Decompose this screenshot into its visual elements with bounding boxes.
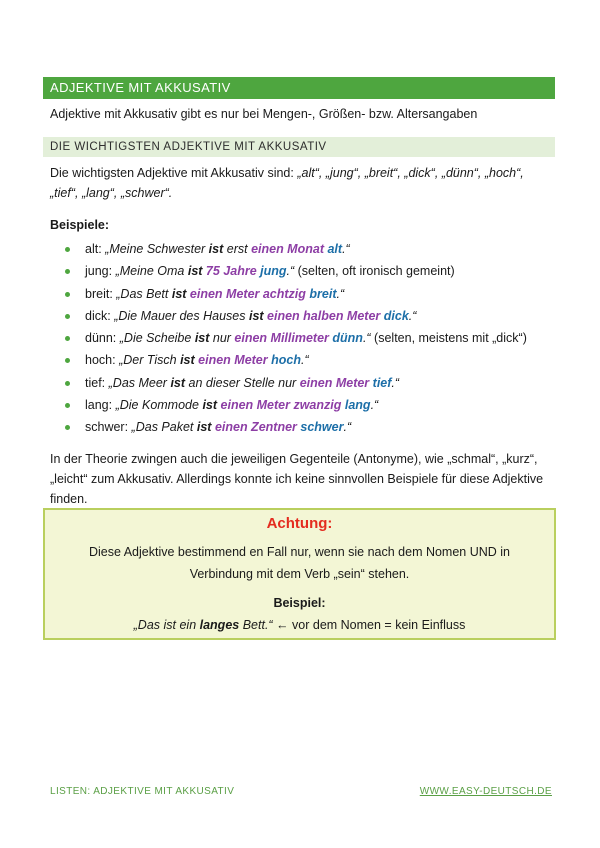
example-sentence-middle: nur bbox=[209, 331, 235, 346]
bullet-icon bbox=[65, 269, 70, 274]
notice-example-part-c: Bett.“ bbox=[239, 618, 273, 632]
example-adjective: dick bbox=[383, 308, 409, 323]
intro-text: Adjektive mit Akkusativ gibt es nur bei Mengen-, Größen- bzw. Altersangaben bbox=[50, 107, 478, 121]
example-note: (selten, oft ironisch gemeint) bbox=[294, 264, 455, 279]
notice-example-adjective: langes bbox=[199, 618, 240, 632]
example-item bbox=[62, 260, 550, 282]
bullet-icon bbox=[65, 292, 70, 297]
bullet-icon bbox=[65, 336, 70, 341]
example-adjective: breit bbox=[309, 286, 337, 301]
example-keyword: breit: bbox=[85, 286, 117, 301]
example-sentence-start: „Der Tisch bbox=[119, 353, 181, 368]
example-adjective: jung bbox=[260, 264, 287, 279]
notice-title: Achtung: bbox=[266, 515, 333, 532]
adjectives-intro: Die wichtigsten Adjektive mit Akkusativ sind: bbox=[50, 166, 298, 180]
example-keyword: schwer: bbox=[85, 420, 132, 435]
example-item bbox=[62, 349, 550, 371]
example-item bbox=[62, 394, 550, 416]
example-sentence-start: „Meine Oma bbox=[115, 264, 188, 279]
example-adjective: alt bbox=[327, 242, 343, 256]
example-adjective: tief bbox=[372, 375, 392, 390]
bullet-icon bbox=[65, 247, 70, 252]
example-measure: einen Meter bbox=[299, 375, 370, 390]
example-keyword: hoch: bbox=[85, 353, 120, 368]
theory-paragraph: In der Theorie zwingen auch die jeweiligen Gegenteile (Antonyme), wie „schmal“, „kurz“, „leicht“ zum Akkusativ. Allerdings konnte ich keine sinnvollen Beispiele für diese Adjektive finden. bbox=[50, 452, 544, 506]
example-adjective: lang bbox=[344, 398, 371, 413]
example-verb: ist bbox=[208, 242, 224, 256]
examples-list bbox=[62, 238, 550, 439]
example-sentence-end: .“ bbox=[391, 375, 400, 390]
bullet-icon bbox=[65, 314, 70, 319]
bullet-icon bbox=[65, 403, 70, 408]
example-sentence-middle: erst bbox=[223, 242, 252, 256]
example-sentence-middle: an dieser Stelle nur bbox=[185, 375, 300, 390]
example-item bbox=[62, 305, 550, 327]
example-adjective: dünn bbox=[332, 331, 363, 346]
example-measure: einen Meter zwanzig bbox=[220, 398, 342, 413]
example-keyword: dünn: bbox=[85, 331, 120, 346]
example-measure: einen Meter bbox=[198, 353, 268, 368]
adjectives-list: „alt“, „jung“, „breit“, „dick“, „dünn“, „hoch“, „tief“, „lang“, „schwer“. bbox=[50, 166, 524, 200]
example-sentence-end: .“ bbox=[370, 398, 379, 413]
example-measure: einen Millimeter bbox=[234, 331, 329, 346]
example-sentence-end: .“ bbox=[286, 264, 295, 279]
example-verb: ist bbox=[180, 353, 195, 368]
notice-example-comment: ← vor dem Nomen = kein Einfluss bbox=[272, 618, 466, 632]
bullet-icon bbox=[65, 425, 70, 430]
example-note: (selten, meistens mit „dick“) bbox=[370, 331, 527, 346]
example-item bbox=[62, 416, 550, 438]
example-sentence-end: .“ bbox=[336, 286, 345, 301]
example-verb: ist bbox=[194, 331, 210, 346]
example-keyword: jung: bbox=[85, 264, 116, 279]
notice-example bbox=[45, 618, 554, 632]
example-verb: ist bbox=[170, 375, 186, 390]
example-measure: einen Zentner bbox=[214, 420, 297, 435]
example-keyword: dick: bbox=[85, 308, 115, 323]
section-title: DIE WICHTIGSTEN ADJEKTIVE MIT AKKUSATIV bbox=[43, 137, 555, 157]
notice-box bbox=[43, 508, 556, 640]
example-keyword: lang: bbox=[85, 398, 116, 413]
adjectives-paragraph bbox=[50, 163, 550, 203]
example-verb: ist bbox=[202, 398, 218, 413]
example-item bbox=[62, 327, 550, 349]
example-item bbox=[62, 372, 550, 394]
example-sentence-start: „Das Meer bbox=[108, 375, 171, 390]
bullet-icon bbox=[65, 381, 70, 386]
example-sentence-end: .“ bbox=[362, 331, 371, 346]
example-sentence-start: „Die Kommode bbox=[115, 398, 203, 413]
example-verb: ist bbox=[187, 264, 203, 279]
example-measure: einen Monat bbox=[251, 242, 324, 256]
example-keyword: alt: bbox=[85, 242, 106, 256]
example-verb: ist bbox=[196, 420, 212, 435]
notice-line-1: Diese Adjektive bestimmend en Fall nur, wenn sie nach dem Nomen UND in bbox=[88, 545, 511, 559]
example-sentence-start: „Das Paket bbox=[131, 420, 197, 435]
example-adjective: schwer bbox=[300, 420, 344, 435]
notice-example-label: Beispiel: bbox=[273, 596, 326, 610]
example-sentence-start: „Die Mauer des Hauses bbox=[114, 308, 249, 323]
examples-label: Beispiele: bbox=[50, 218, 110, 232]
example-verb: ist bbox=[248, 308, 264, 323]
example-sentence-end: .“ bbox=[408, 308, 417, 323]
footer-website-link[interactable]: WWW.EASY-DEUTSCH.DE bbox=[419, 786, 552, 797]
page-title: ADJEKTIVE MIT AKKUSATIV bbox=[43, 77, 555, 99]
example-measure: einen halben Meter bbox=[267, 308, 381, 323]
bullet-icon bbox=[65, 358, 70, 363]
example-sentence-end: .“ bbox=[300, 353, 309, 368]
example-measure: 75 Jahre bbox=[205, 264, 257, 279]
example-sentence-start: „Das Bett bbox=[116, 286, 172, 301]
example-verb: ist bbox=[171, 286, 187, 301]
example-keyword: tief: bbox=[85, 375, 109, 390]
example-measure: einen Meter achtzig bbox=[189, 286, 306, 301]
example-sentence-start: „Die Scheibe bbox=[119, 331, 195, 346]
example-adjective: hoch bbox=[271, 353, 301, 368]
notice-line-2: Verbindung mit dem Verb „sein“ stehen. bbox=[189, 567, 410, 581]
footer-title: LISTEN: ADJEKTIVE MIT AKKUSATIV bbox=[50, 786, 235, 797]
notice-example-part-a: „Das ist ein bbox=[133, 618, 200, 632]
example-item bbox=[62, 283, 550, 305]
example-sentence-end: .“ bbox=[342, 242, 350, 256]
example-sentence-start: „Meine Schwester bbox=[105, 242, 209, 256]
example-sentence-end: .“ bbox=[343, 420, 352, 435]
example-item bbox=[62, 238, 550, 260]
